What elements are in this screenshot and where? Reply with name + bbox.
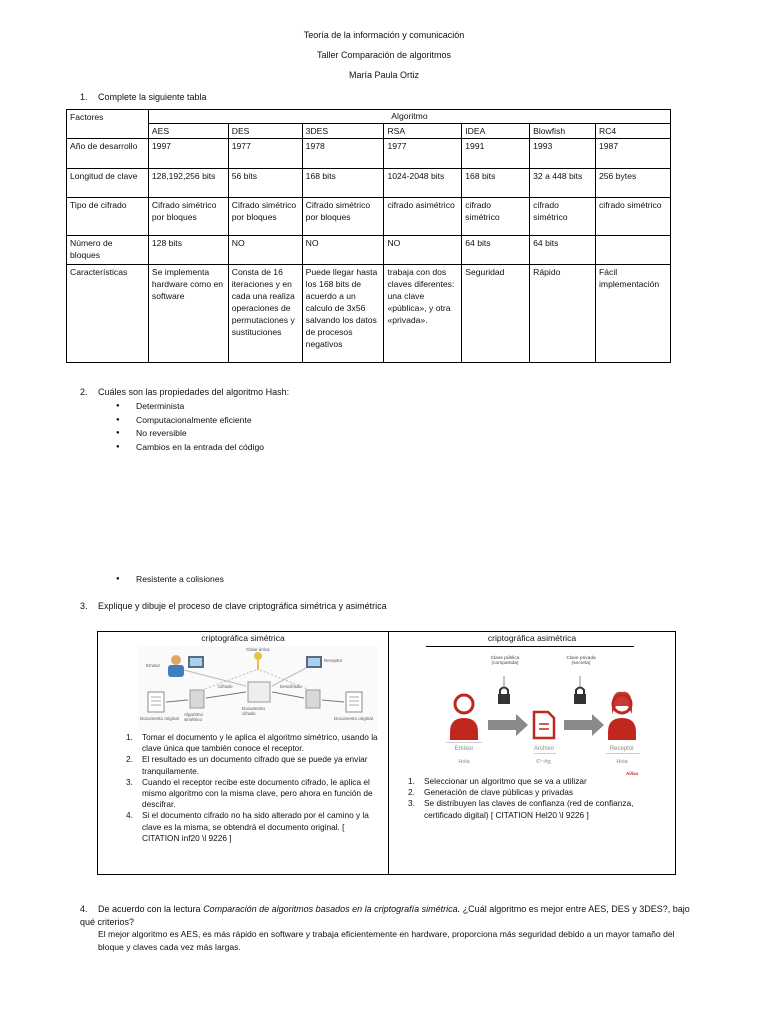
answer-4: El mejor algoritmo es AES, es más rápido en software y trabaja eficientemente en hardware, proporciona más seguridad debido a un mayor tamaño del bloque y claves cada vez más largas. [98, 929, 675, 952]
table-row [67, 236, 671, 265]
alg-name: AES [148, 124, 228, 139]
table-cell: cifrado simétrico [530, 198, 596, 236]
table-cell [596, 236, 671, 265]
list-item: 1. Tomar el documento y le aplica el algoritmo simétrico, usando la clave única que también conoce el receptor. [126, 732, 378, 754]
algoritmo-header: Algoritmo [148, 110, 670, 124]
question-number: 1. [80, 92, 88, 102]
table-cell: Fácil implementación [596, 265, 671, 363]
list-item: ● No reversible [116, 427, 264, 441]
list-item: 1. Seleccionar un algoritmo que se va a utilizar [408, 776, 587, 786]
doc-subject: Teoría de la información y comunicación [303, 30, 465, 40]
list-item: ● Cambios en la entrada del código [116, 441, 264, 455]
crypto-comparison-box [97, 631, 676, 875]
algorithm-names-row [67, 124, 671, 139]
question-text-pre: De acuerdo con la lectura [98, 904, 204, 914]
asymmetric-title: criptográfica asimétrica [487, 633, 577, 643]
symmetric-title: criptográfica simétrica [201, 633, 285, 643]
list-item: ● Resistente a colisiones [116, 573, 224, 587]
step-text: Seleccionar un algoritmo que se va a utilizar [424, 776, 587, 786]
row-label: Año de desarrollo [67, 139, 149, 169]
label-hola-2: Hola [616, 759, 628, 765]
column-divider [388, 632, 389, 874]
table-cell: 1987 [596, 139, 671, 169]
label-receptor: Receptor [609, 746, 635, 752]
table-cell: 1991 [462, 139, 530, 169]
table-cell: 1977 [228, 139, 302, 169]
label-clave-privada: Clave privada (secreta) [566, 656, 596, 666]
algorithm-table [66, 109, 671, 363]
step-text: Tomar el documento y le aplica el algoritmo simétrico, usando la clave única que también conoce el receptor. [142, 732, 378, 754]
question-number: 3. [80, 601, 88, 611]
label-receptor: Receptor [324, 658, 343, 663]
table-cell: 64 bits [462, 236, 530, 265]
table-cell: 128,192,256 bits [148, 169, 228, 198]
step-text: Si el documento cifrado no ha sido alterado por el camino y la clave es la misma, se obtendrá el documento original. [ CITATION inf20 \l 9226 ] [142, 810, 369, 843]
alg-name: RSA [384, 124, 462, 139]
alg-name: RC4 [596, 124, 671, 139]
row-label: Características [67, 265, 149, 363]
table-cell: 128 bits [148, 236, 228, 265]
question-text: Explique y dibuje el proceso de clave criptográfica simétrica y asimétrica [98, 601, 387, 611]
table-cell: cifrado simétrico [596, 198, 671, 236]
asymmetric-steps [404, 776, 670, 821]
question-text-post: ¿Cuál algoritmo es mejor entre AES, DES y 3DES?, bajo qué criterios? [80, 904, 690, 927]
alg-name: Blowfish [530, 124, 596, 139]
table-cell: trabaja con dos claves diferentes: una clave «pública», y otra «privada». [384, 265, 462, 363]
question-1 [80, 92, 207, 102]
alg-name: DES [228, 124, 302, 139]
table-cell: 56 bits [228, 169, 302, 198]
question-text-italic: Comparación de algoritmos basados en la criptografía simétrica. [203, 904, 461, 914]
table-row [67, 139, 671, 169]
list-item: ● Computacionalmente eficiente [116, 414, 264, 428]
table-cell: 64 bits [530, 236, 596, 265]
table-cell: Rápido [530, 265, 596, 363]
label-doc-original-2: Documento original [334, 716, 373, 721]
step-text: El resultado es un documento cifrado que se puede ya enviar tranquilamente. [142, 754, 368, 776]
question-4 [80, 903, 700, 928]
list-item: 2. El resultado es un documento cifrado que se puede ya enviar tranquilamente. [126, 754, 368, 776]
label-cifrado: Cifrado [218, 684, 233, 689]
question-number: 2. [80, 387, 88, 397]
table-cell: Se implementa hardware como en software [148, 265, 228, 363]
alg-name: 3DES [302, 124, 384, 139]
step-text: Se distribuyen las claves de confianza (red de confianza, certificado digital) [ CITATION Hel20 \l 9226 ] [424, 798, 634, 820]
label-emisor: Emisor [454, 746, 474, 752]
list-item: ● Determinista [116, 400, 264, 414]
table-cell: 168 bits [462, 169, 530, 198]
table-cell: Cifrado simétrico por bloques [228, 198, 302, 236]
label-emisor: Emisor [146, 663, 161, 668]
hash-properties-list [116, 400, 264, 454]
title-underline [426, 646, 634, 647]
table-cell: 256 bytes [596, 169, 671, 198]
list-item: 3. Se distribuyen las claves de confianza (red de confianza, certificado digital) [ CITATION Hel20 \l 9226 ] [408, 798, 634, 820]
label-cipher-text: €!~#g; [536, 759, 552, 765]
question-number: 4. [80, 904, 88, 914]
table-cell: 1997 [148, 139, 228, 169]
table-cell: 1977 [384, 139, 462, 169]
list-item: 2. Generación de clave públicas y privadas [408, 787, 573, 798]
row-label: Número de bloques [67, 236, 149, 265]
table-cell: NO [302, 236, 384, 265]
row-label: Longitud de clave [67, 169, 149, 198]
step-text: Cuando el receptor recibe este documento cifrado, le aplica el mismo algoritmo con la misma clave, pero ahora en función de descifrar. [142, 776, 373, 810]
table-row [67, 265, 671, 363]
symmetric-diagram [138, 646, 378, 732]
table-cell: NO [384, 236, 462, 265]
factores-header: Factores [67, 110, 149, 139]
table-cell: Consta de 16 iteraciones y en cada una realiza operaciones de permutaciones y sustituciones [228, 265, 302, 363]
table-cell: 1993 [530, 139, 596, 169]
table-cell: 1024-2048 bits [384, 169, 462, 198]
label-clave-unica: Clave única [246, 647, 270, 652]
table-cell: 1978 [302, 139, 384, 169]
doc-author: María Paula Ortiz [348, 70, 420, 80]
label-hola-1: Hola [458, 759, 470, 765]
table-cell: cifrado asimétrico [384, 198, 462, 236]
label-archivo: Archivo [533, 746, 554, 752]
question-2 [80, 387, 289, 397]
symmetric-steps [122, 732, 384, 844]
table-cell: Cifrado simétrico por bloques [148, 198, 228, 236]
table-row [67, 169, 671, 198]
table-cell: NO [228, 236, 302, 265]
list-item: 3. Cuando el receptor recibe este documento cifrado, le aplica el mismo algoritmo con la misma clave, pero ahora en función de descifrar. [126, 776, 373, 810]
table-cell: cifrado simétrico [462, 198, 530, 236]
label-clave-publica: Clave pública (compartida) [490, 656, 520, 666]
asymmetric-diagram [436, 654, 664, 794]
step-text: Generación de clave públicas y privadas [424, 787, 573, 798]
table-cell: Seguridad [462, 265, 530, 363]
label-doc-cifrado: Documento cifrado [242, 706, 266, 716]
table-cell: Cifrado simétrico por bloques [302, 198, 384, 236]
table-cell: Puede llegar hasta los 168 bits de acuerdo a un calculo de 3x56 salvando los datos de procesos negativos [302, 265, 384, 363]
question-3 [80, 601, 387, 611]
label-alg-simetrico: Algoritmo simétrico [184, 712, 204, 722]
table-row [67, 198, 671, 236]
table-cell: 32 a 448 bits [530, 169, 596, 198]
label-doc-original: Documento original [140, 716, 179, 721]
brand-logo: Ailisa [626, 771, 639, 776]
list-item: 4. Si el documento cifrado no ha sido alterado por el camino y la clave es la misma, se obtendrá el documento original. [ CITATION inf20 \l 9226 ] [126, 810, 369, 843]
label-descifrado: Descifrado [280, 684, 302, 689]
question-text: Cuáles son las propiedades del algoritmo Hash: [98, 387, 290, 397]
doc-title: Taller Comparación de algoritmos [316, 50, 452, 60]
table-cell: 168 bits [302, 169, 384, 198]
row-label: Tipo de cifrado [67, 198, 149, 236]
hash-properties-list-cont [116, 573, 224, 587]
question-text: Complete la siguiente tabla [98, 92, 207, 102]
alg-name: IDEA [462, 124, 530, 139]
